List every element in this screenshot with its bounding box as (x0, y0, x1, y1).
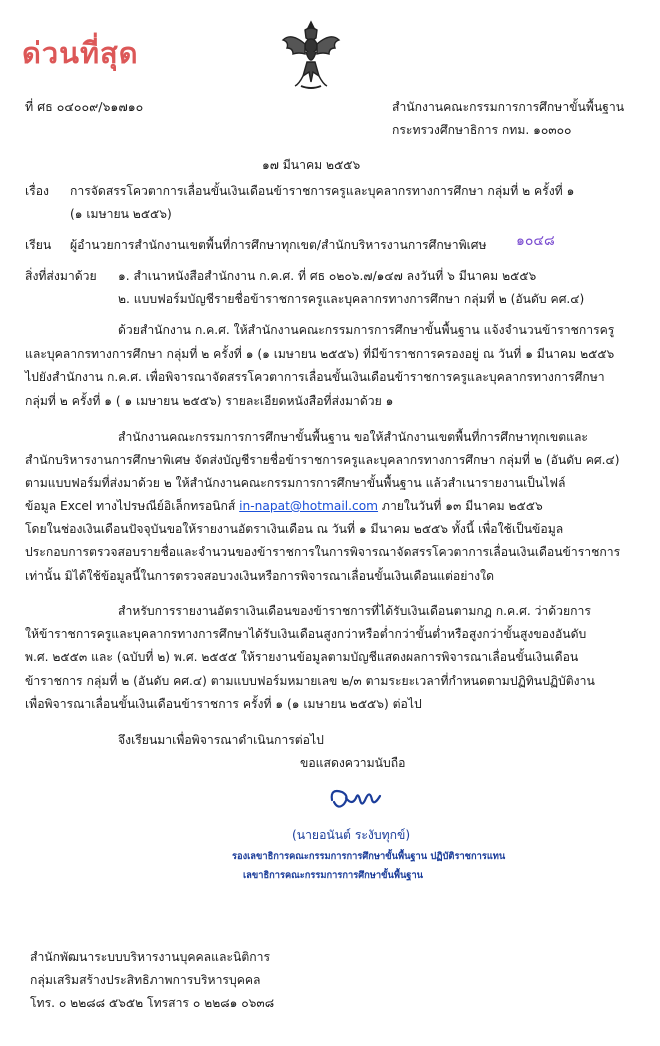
body-paragraph-3: สำหรับการรายงานอัตราเงินเดือนของข้าราชการที่ได้รับเงินเดือนตามกฎ ก.ค.ศ. ว่าด้วยการ (118, 604, 591, 618)
enclosure-label: สิ่งที่ส่งมาด้วย (25, 269, 97, 283)
document-date: ๑๗ มีนาคม ๒๕๕๖ (262, 158, 361, 172)
body-text: ภายในวันที่ ๑๓ มีนาคม ๒๕๕๖ (378, 499, 543, 513)
signer-title: เลขาธิการคณะกรรมการการศึกษาขั้นพื้นฐาน (243, 870, 424, 881)
body-paragraph-2: เท่านั้น มิได้ใช้ข้อมูลนี้ในการตรวจสอบวงเงินหรือการพิจารณาเลื่อนขั้นเงินเดือนแต่อย่างใด (25, 569, 494, 583)
body-paragraph-2: โดยในช่องเงินเดือนปัจจุบันขอให้รายงานอัตราเงินเดือน ณ วันที่ ๑ มีนาคม ๒๕๕๖ ทั้งนี้ เพื่อใช้เป็นข้อมูล (25, 522, 564, 536)
body-paragraph-2: ประกอบการตรวจสอบรายชื่อและจำนวนของข้าราชการในการพิจารณาจัดสรรโควตาการเลื่อนเงินเดือนข้าราชการ (25, 545, 621, 559)
footer-division: กลุ่มเสริมสร้างประสิทธิภาพการบริหารบุคคล (30, 973, 261, 987)
body-paragraph-2: สำนักงานคณะกรรมการการศึกษาขั้นพื้นฐาน ขอให้สำนักงานเขตพื้นที่การศึกษาทุกเขตและ (118, 430, 588, 444)
recipient: ผู้อำนวยการสำนักงานเขตพื้นที่การศึกษาทุกเขต/สำนักบริหารงานการศึกษาพิเศษ (70, 238, 487, 252)
body-paragraph-2: ตามแบบฟอร์มที่ส่งมาด้วย ๒ ให้สำนักงานคณะกรรมการการศึกษาขั้นพื้นฐาน แล้วสำเนารายงานเป็นไฟล์ (25, 476, 566, 490)
garuda-emblem (279, 18, 343, 92)
footer-contact: โทร. ๐ ๒๒๘๘ ๕๖๕๒ โทรสาร ๐ ๒๒๘๑ ๐๖๓๘ (30, 996, 275, 1010)
body-text: ข้อมูล Excel ทางไปรษณีย์อิเล็กทรอนิกส์ (25, 499, 240, 513)
body-paragraph-2: สำนักบริหารงานการศึกษาพิเศษ จัดส่งบัญชีรายชื่อข้าราชการครูและบุคลากรทางการศึกษา กลุ่มที่ ๒ (อันดับ คศ.๔) (25, 453, 620, 467)
closing-request: จึงเรียนมาเพื่อพิจารณาดำเนินการต่อไป (118, 733, 324, 747)
enclosure-item: ๑. สำเนาหนังสือสำนักงาน ก.ค.ศ. ที่ ศธ ๐๒๐๖.๗/๑๔๗ ลงวันที่ ๖ มีนาคม ๒๕๕๖ (118, 269, 537, 283)
handwritten-note: ๑๐๔๘ (516, 233, 555, 249)
email-link[interactable]: in-napat@hotmail.com (239, 499, 379, 513)
footer-office: สำนักพัฒนาระบบบริหารงานบุคคลและนิติการ (30, 950, 271, 964)
signature (326, 784, 386, 814)
body-paragraph-2-email-line (25, 499, 543, 513)
sender-ministry: กระทรวงศึกษาธิการ กทม. ๑๐๓๐๐ (392, 123, 572, 137)
signer-title: รองเลขาธิการคณะกรรมการการศึกษาขั้นพื้นฐาน ปฏิบัติราชการแทน (232, 851, 506, 862)
subject-text-cont: (๑ เมษายน ๒๕๕๖) (70, 207, 172, 221)
body-paragraph-3: ข้าราชการ กลุ่มที่ ๒ (อันดับ คศ.๔) ตามแบบฟอร์มหมายเลข ๒/๓ ตามระยะเวลาที่กำหนดตามปฏิทินปฏิบัติงาน (25, 674, 595, 688)
body-paragraph-1: ด้วยสำนักงาน ก.ค.ศ. ให้สำนักงานคณะกรรมการการศึกษาขั้นพื้นฐาน แจ้งจำนวนข้าราชการครู (118, 323, 615, 337)
body-paragraph-3: พ.ศ. ๒๕๕๓ และ (ฉบับที่ ๒) พ.ศ. ๒๕๕๕ ให้รายงานข้อมูลตามบัญชีแสดงผลการพิจารณาเลื่อนขั้นเงินเดือน (25, 650, 579, 664)
to-label: เรียน (25, 238, 52, 252)
signer-name: (นายอนันต์ ระงับทุกข์) (292, 828, 411, 842)
sender-office: สำนักงานคณะกรรมการการศึกษาขั้นพื้นฐาน (392, 100, 625, 114)
body-paragraph-3: ให้ข้าราชการครูและบุคลากรทางการศึกษาได้รับเงินเดือนสูงกว่าหรือต่ำกว่าขั้นต่ำหรือสูงกว่าขั้นสูงของอันดับ (25, 627, 587, 641)
body-paragraph-1: ไปยังสำนักงาน ก.ค.ศ. เพื่อพิจารณาจัดสรรโควตาการเลื่อนขั้นเงินเดือนข้าราชการครูและบุคลากรทางการศึกษา (25, 370, 605, 384)
subject-text: การจัดสรรโควตาการเลื่อนขั้นเงินเดือนข้าราชการครูและบุคลากรทางการศึกษา กลุ่มที่ ๒ ครั้งที่ ๑ (70, 184, 575, 198)
body-paragraph-1: กลุ่มที่ ๒ ครั้งที่ ๑ ( ๑ เมษายน ๒๕๕๖) รายละเอียดหนังสือที่ส่งมาด้วย ๑ (25, 394, 394, 408)
urgent-stamp: ด่วนที่สุด (22, 36, 139, 70)
body-paragraph-1: และบุคลากรทางการศึกษา กลุ่มที่ ๒ ครั้งที่ ๑ (๑ เมษายน ๒๕๕๖) ที่มีข้าราชการครองอยู่ ณ วันที่ ๑ มีนาคม ๒๕๕๖ (25, 347, 615, 361)
enclosure-item: ๒. แบบฟอร์มบัญชีรายชื่อข้าราชการครูและบุคลากรทางการศึกษา กลุ่มที่ ๒ (อันดับ คศ.๔) (118, 292, 585, 306)
body-paragraph-3: เพื่อพิจารณาเลื่อนขั้นเงินเดือนข้าราชการ ครั้งที่ ๑ (๑ เมษายน ๒๕๕๖) ต่อไป (25, 697, 422, 711)
reference-number: ที่ ศธ ๐๔๐๐๙/๖๑๗๑๐ (25, 99, 144, 114)
subject-label: เรื่อง (25, 184, 49, 198)
closing-regards: ขอแสดงความนับถือ (300, 756, 406, 770)
